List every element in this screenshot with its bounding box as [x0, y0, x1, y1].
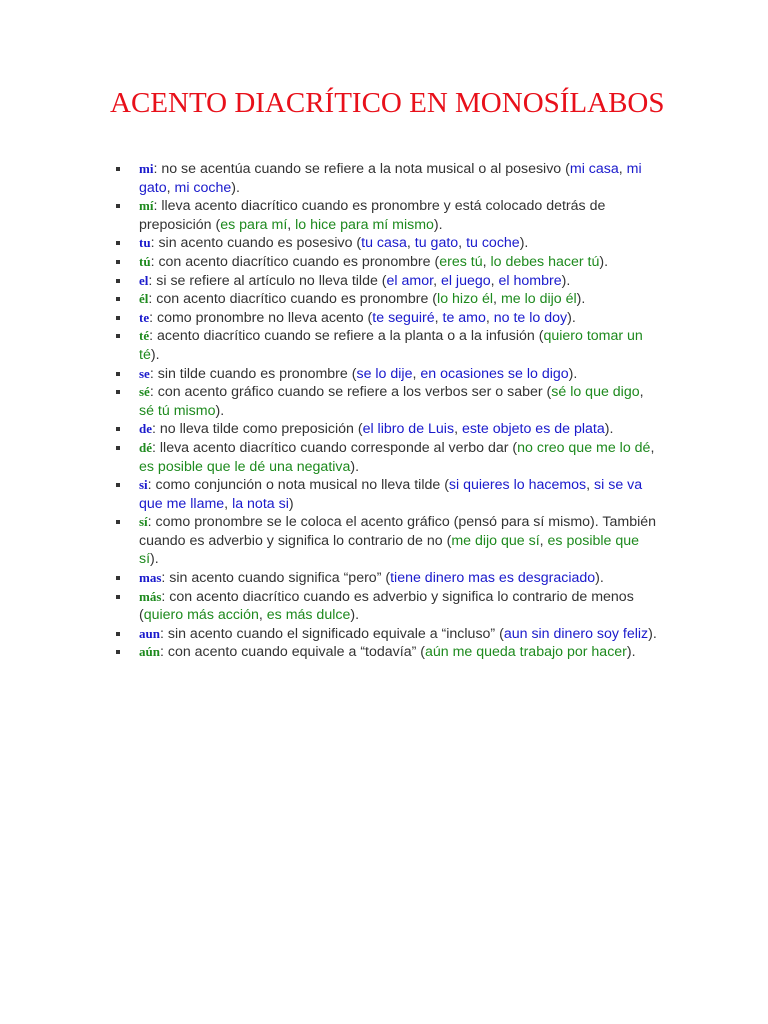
closing-punctuation: ).: [576, 291, 586, 308]
example-link[interactable]: es para mí: [220, 216, 288, 233]
example-link[interactable]: sé tú mismo: [139, 402, 216, 419]
example-separator: ,: [433, 272, 441, 289]
example-link[interactable]: en ocasiones se lo digo: [420, 365, 569, 382]
bullet-icon: [116, 390, 120, 394]
monosyllable-term: aun: [139, 625, 160, 641]
example-link[interactable]: el juego: [440, 272, 491, 289]
example-link[interactable]: mi casa: [569, 161, 619, 177]
example-link[interactable]: aun sin dinero soy feliz: [503, 625, 649, 642]
example-link[interactable]: lo hice para mí mismo: [295, 216, 434, 233]
closing-punctuation: ).: [568, 365, 578, 382]
example-separator: ,: [650, 439, 655, 456]
example-link[interactable]: eres tú: [439, 253, 483, 270]
term-description: : como conjunción o nota musical no lleva tilde (: [147, 477, 449, 494]
example-link[interactable]: el hombre: [498, 272, 562, 289]
monosyllable-term: té: [139, 328, 150, 344]
closing-punctuation: ).: [626, 644, 636, 661]
monosyllable-term: si: [139, 477, 148, 493]
list-item: [110, 383, 660, 420]
example-separator: ,: [287, 216, 296, 233]
example-separator: ,: [258, 607, 267, 624]
bullet-icon: [116, 241, 120, 245]
closing-punctuation: ).: [150, 551, 159, 568]
example-link[interactable]: la nota si: [232, 495, 289, 512]
term-description: : con acento gráfico cuando se refiere a los verbos ser o saber (: [149, 384, 552, 401]
closing-punctuation: ).: [595, 570, 604, 587]
example-link[interactable]: quiero tomar un té: [139, 328, 643, 363]
example-link[interactable]: es posible que sí: [139, 532, 640, 568]
example-separator: ,: [490, 272, 499, 289]
closing-punctuation: ).: [215, 402, 225, 419]
example-link[interactable]: mi gato: [139, 161, 642, 196]
example-link[interactable]: te amo: [442, 309, 486, 326]
closing-punctuation: ).: [150, 346, 160, 363]
term-description: : lleva acento diacrítico cuando es pronombre y está colocado detrás de preposición (: [139, 198, 606, 233]
list-item: [110, 327, 660, 364]
example-link[interactable]: tiene dinero mas es desgraciado: [390, 570, 596, 587]
monosyllable-term: mas: [139, 570, 162, 586]
list-item: [110, 290, 660, 309]
bullet-icon: [116, 297, 120, 301]
example-separator: ,: [406, 235, 415, 252]
term-description: : con acento diacrítico cuando es adverbio y significa lo contrario de menos (: [139, 588, 634, 624]
closing-punctuation: ): [288, 495, 294, 512]
example-link[interactable]: el libro de Luis: [362, 421, 455, 438]
example-separator: ,: [482, 253, 491, 270]
monosyllable-term: el: [139, 272, 149, 288]
bullet-icon: [116, 650, 120, 654]
example-link[interactable]: tu coche: [466, 235, 520, 252]
monosyllable-term: sí: [139, 514, 148, 530]
monosyllable-term: mí: [139, 198, 154, 214]
bullet-icon: [116, 260, 120, 264]
bullet-icon: [116, 334, 120, 338]
list-item: [110, 272, 660, 291]
monosyllable-term: tú: [139, 253, 151, 269]
bullet-icon: [116, 316, 120, 320]
closing-punctuation: ).: [648, 625, 657, 642]
example-link[interactable]: mi coche: [174, 179, 232, 196]
example-separator: ,: [458, 235, 467, 252]
example-separator: ,: [412, 365, 421, 382]
example-link[interactable]: tu casa: [361, 235, 407, 252]
closing-punctuation: ).: [433, 216, 443, 233]
example-separator: ,: [166, 179, 175, 196]
bullet-icon: [116, 632, 120, 636]
example-separator: ,: [493, 291, 501, 308]
example-link[interactable]: es más dulce: [266, 607, 351, 624]
example-link[interactable]: no te lo doy: [493, 309, 568, 326]
example-link[interactable]: si quieres lo hacemos: [448, 477, 587, 494]
monosyllable-term: aún: [139, 644, 160, 660]
example-link[interactable]: me dijo que sí: [451, 532, 540, 549]
example-separator: ,: [454, 421, 462, 438]
closing-punctuation: ).: [604, 421, 614, 438]
bullet-icon: [116, 427, 120, 431]
term-description: : como pronombre se le coloca el acento gráfico (pensó para sí mismo). También cuando es adverbio y significa lo contrario de no (: [139, 514, 657, 549]
monosyllable-term: de: [139, 421, 152, 437]
list-item: [110, 513, 660, 569]
example-link[interactable]: el amor: [386, 272, 434, 289]
bullet-icon: [116, 446, 120, 450]
example-link[interactable]: te seguiré: [372, 309, 435, 326]
example-link[interactable]: sé lo que digo: [551, 384, 640, 401]
list-item: [110, 476, 660, 513]
example-link[interactable]: no creo que me lo dé: [517, 439, 651, 456]
monosyllable-term: sé: [139, 384, 150, 400]
bullet-icon: [116, 167, 120, 171]
monosyllable-term: se: [139, 365, 150, 381]
bullet-icon: [116, 279, 120, 283]
monosyllable-term: mi: [139, 161, 154, 176]
monosyllable-term: te: [139, 309, 150, 325]
example-link[interactable]: tu gato: [414, 235, 459, 252]
term-description: : lleva acento diacrítico cuando corresponde al verbo dar (: [152, 439, 518, 456]
closing-punctuation: ).: [231, 179, 240, 196]
list-item: [110, 234, 660, 253]
example-link[interactable]: quiero más acción: [143, 607, 259, 624]
example-link[interactable]: si se va que me llame: [139, 477, 643, 512]
term-description: : como pronombre no lleva acento (: [149, 309, 373, 326]
example-separator: ,: [434, 309, 443, 326]
example-link[interactable]: es posible que le dé una negativa: [139, 458, 351, 475]
example-link[interactable]: este objeto es de plata: [461, 421, 605, 438]
example-separator: ,: [618, 161, 627, 177]
monosyllable-term: tu: [139, 235, 151, 251]
closing-punctuation: ).: [561, 272, 571, 289]
bullet-icon: [116, 520, 120, 524]
example-separator: ,: [586, 477, 595, 494]
closing-punctuation: ).: [350, 607, 360, 624]
term-description: : con acento cuando equivale a “todavía” (: [159, 644, 425, 661]
diacritic-list: [110, 160, 660, 662]
term-description: : con acento diacrítico cuando es pronombre (: [148, 291, 438, 308]
bullet-icon: [116, 576, 120, 580]
example-link[interactable]: lo hizo él: [437, 291, 494, 308]
example-separator: ,: [539, 532, 548, 549]
bullet-icon: [116, 595, 120, 599]
list-item: [110, 420, 660, 439]
closing-punctuation: ).: [599, 253, 609, 270]
example-separator: ,: [485, 309, 494, 326]
list-item: [110, 160, 660, 197]
example-separator: ,: [224, 495, 233, 512]
monosyllable-term: él: [139, 291, 149, 307]
list-item: [110, 625, 660, 644]
bullet-icon: [116, 204, 120, 208]
closing-punctuation: ).: [567, 309, 576, 326]
term-description: : con acento diacrítico cuando es pronombre (: [150, 253, 440, 270]
example-link[interactable]: me lo dijo él: [500, 291, 577, 308]
bullet-icon: [116, 483, 120, 487]
term-description: : sin acento cuando el significado equivale a “incluso” (: [159, 625, 504, 642]
example-link[interactable]: aún me queda trabajo por hacer: [424, 644, 627, 661]
list-item: [110, 569, 660, 588]
closing-punctuation: ).: [350, 458, 360, 475]
term-description: : si se refiere al artículo no lleva tilde (: [148, 272, 387, 289]
list-item: [110, 643, 660, 662]
list-item: [110, 439, 660, 476]
bullet-icon: [116, 372, 120, 376]
closing-punctuation: ).: [519, 235, 529, 252]
term-description: : no lleva tilde como preposición (: [152, 421, 363, 438]
term-description: : no se acentúa cuando se refiere a la nota musical o al posesivo (: [153, 161, 570, 177]
list-item: [110, 253, 660, 272]
list-item: [110, 309, 660, 328]
list-item: [110, 588, 660, 625]
term-description: : sin acento cuando significa “pero” (: [161, 570, 391, 587]
monosyllable-term: más: [139, 588, 162, 604]
example-link[interactable]: lo debes hacer tú: [490, 253, 600, 270]
example-separator: ,: [639, 384, 644, 401]
example-link[interactable]: se lo dije: [356, 365, 413, 382]
page-title: ACENTO DIACRÍTICO EN MONOSÍLABOS: [110, 87, 665, 119]
monosyllable-term: dé: [139, 439, 152, 455]
term-description: : sin acento cuando es posesivo (: [150, 235, 362, 252]
term-description: : sin tilde cuando es pronombre (: [149, 365, 357, 382]
list-item: [110, 365, 660, 384]
list-item: [110, 197, 660, 234]
term-description: : acento diacrítico cuando se refiere a la planta o a la infusión (: [149, 328, 544, 345]
